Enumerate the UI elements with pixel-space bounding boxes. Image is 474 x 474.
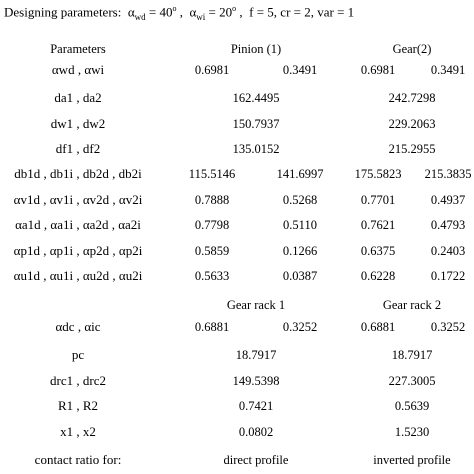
table-cell: 175.5823 — [354, 167, 402, 181]
row-label: drc1 , drc2 — [50, 373, 106, 388]
column-header-parameters: Parameters — [50, 42, 106, 56]
table-cell: 141.6997 — [276, 167, 324, 181]
table-cell: 0.7621 — [360, 218, 396, 232]
row-label: αp1d , αp1i , αp2d , αp2i — [13, 243, 143, 258]
row-label: R1 , R2 — [57, 398, 99, 413]
row-label: df1 , df2 — [55, 141, 101, 156]
table-row — [0, 86, 474, 110]
page-title: Designing parameters: $\alpha_{wd} = 40^o$ , $\alpha_{wi} = 20^o$ , f = 5, cr = 2, var = 1 — [4, 4, 355, 22]
table-cell: 150.7937 — [232, 117, 280, 131]
table-cell: inverted profile — [373, 453, 451, 467]
row-label: αu1d , αu1i , αu2d , αu2i — [13, 268, 143, 283]
row-label: dw1 , dw2 — [50, 116, 106, 131]
table-row — [0, 315, 474, 339]
table-cell: 0.1722 — [430, 269, 466, 283]
table-row — [0, 420, 474, 444]
table-cell: 115.5146 — [188, 167, 236, 181]
table-cell: 0.5110 — [283, 218, 317, 232]
table-cell: 0.6228 — [360, 269, 396, 283]
table-cell: 0.4793 — [430, 218, 466, 232]
column-header-pinion: Pinion (1) — [230, 42, 282, 56]
table-cell: 0.2403 — [430, 244, 466, 258]
table-row — [0, 213, 474, 237]
table-cell: 149.5398 — [232, 374, 280, 388]
table-cell: 0.5268 — [282, 193, 318, 207]
rack-header-row — [0, 293, 474, 317]
table-row — [0, 137, 474, 161]
table-cell: 0.6981 — [194, 63, 230, 77]
table-cell: 0.7701 — [360, 193, 396, 207]
row-label: contact ratio for: — [34, 452, 122, 467]
table-cell: 0.6881 — [360, 320, 396, 334]
table-cell: 0.6981 — [360, 63, 396, 77]
table-cell: 0.3491 — [282, 63, 318, 77]
table-cell: 135.0152 — [232, 142, 280, 156]
table-cell: 215.3835 — [424, 167, 472, 181]
table-cell: 0.3252 — [430, 320, 466, 334]
table-cell: 162.4495 — [232, 91, 280, 105]
table-cell: 18.7917 — [235, 348, 277, 362]
row-label: αa1d , αa1i , αa2d , αa2i — [15, 217, 141, 232]
table-row — [0, 162, 474, 186]
table-cell: 0.0387 — [282, 269, 318, 283]
table-cell: 229.2063 — [388, 117, 436, 131]
table-cell: 18.7917 — [391, 348, 433, 362]
table-row — [0, 369, 474, 393]
table-cell: 0.6881 — [194, 320, 230, 334]
table-cell: 0.5639 — [394, 399, 430, 413]
table-cell: 0.3252 — [282, 320, 318, 334]
column-header-rack-1: Gear rack 1 — [226, 298, 286, 312]
table-cell: 0.7798 — [194, 218, 230, 232]
table-cell: 215.2955 — [388, 142, 436, 156]
table-cell: 227.3005 — [388, 374, 436, 388]
table-cell: 0.4937 — [430, 193, 466, 207]
column-header-gear: Gear(2) — [392, 42, 432, 56]
row-label: x1 , x2 — [60, 424, 96, 439]
table-cell: 0.3491 — [430, 63, 466, 77]
table-row — [0, 239, 474, 263]
table-cell: direct profile — [223, 453, 289, 467]
table-row — [0, 394, 474, 418]
row-label: da1 , da2 — [54, 90, 102, 105]
table-row — [0, 58, 474, 82]
table-cell: 0.7888 — [194, 193, 230, 207]
row-label: db1d , db1i , db2d , db2i — [14, 166, 142, 181]
table-row — [0, 112, 474, 136]
row-label: αv1d , αv1i , αv2d , αv2i — [13, 192, 143, 207]
column-header-rack-2: Gear rack 2 — [382, 298, 442, 312]
table-cell: 0.1266 — [282, 244, 318, 258]
table-row — [0, 448, 474, 472]
table-cell: 0.6375 — [360, 244, 396, 258]
table-cell: 0.0802 — [238, 425, 274, 439]
table-cell: 0.5633 — [194, 269, 230, 283]
table-row — [0, 188, 474, 212]
table-cell: 242.7298 — [388, 91, 436, 105]
table-row — [0, 264, 474, 288]
table-row — [0, 343, 474, 367]
row-label: αwd , αwi — [51, 62, 105, 77]
table-cell: 0.7421 — [238, 399, 274, 413]
table-cell: 0.5859 — [194, 244, 230, 258]
row-label: αdc , αic — [55, 319, 101, 334]
row-label: pc — [71, 347, 85, 362]
table-cell: 1.5230 — [394, 425, 430, 439]
